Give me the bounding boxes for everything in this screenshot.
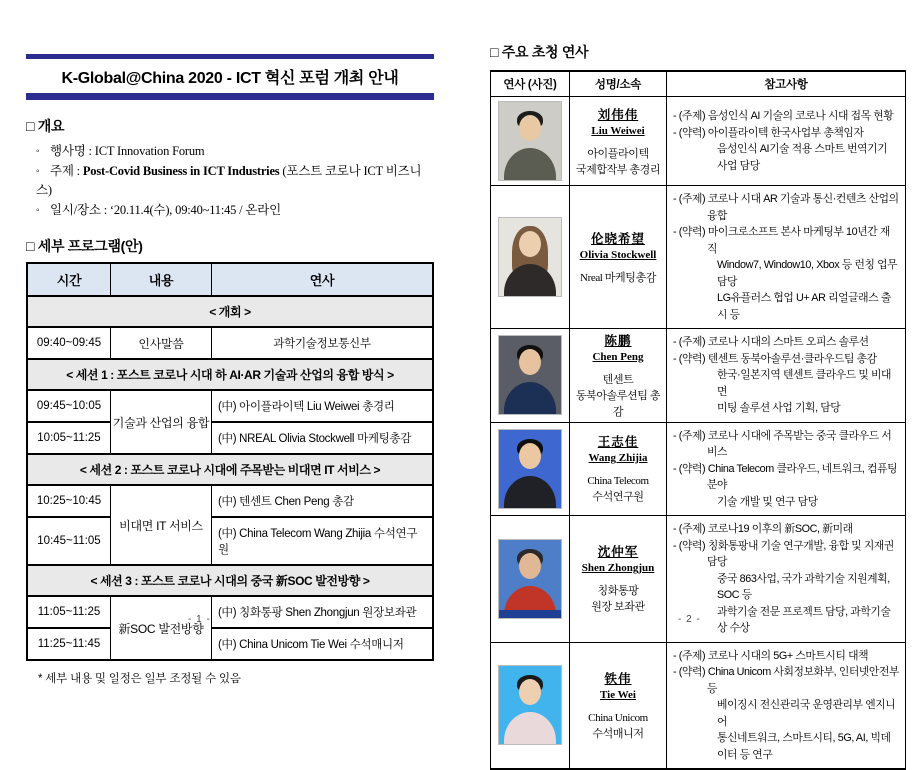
- speaker-photo-cell: [491, 329, 570, 423]
- photo-head: [519, 679, 541, 705]
- speaker-note-line: - (약력) 텐센트 동북아솔루션·클라우드팀 총감: [673, 352, 877, 365]
- speaker-notes-cell: [667, 642, 906, 769]
- speaker-name-en: Shen Zhongjun: [581, 562, 655, 575]
- overview-item-value: (포스트 코로나 ICT 비즈니스): [36, 163, 422, 197]
- speaker-note-line: 중국 863사업, 국가 과학기술 지원계획, SOC 등: [717, 572, 890, 601]
- program-content: 기술과 산업의 융합: [111, 390, 212, 454]
- speaker-photo: [498, 665, 562, 745]
- speaker-name-cell: [570, 516, 667, 643]
- speaker-note-line: LG유플러스 협업 U+ AR 리얼글래스 출시 등: [717, 292, 891, 321]
- overview-item: [36, 201, 434, 221]
- photo-torso: [504, 712, 556, 745]
- speakers-col-notes: 참고사항: [667, 71, 906, 97]
- speakers-table: [490, 70, 906, 770]
- overview-heading: □ 개요: [26, 118, 65, 134]
- page-number-1: - 1 -: [188, 614, 211, 625]
- page-number-2: - 2 -: [678, 614, 701, 625]
- speaker-name-en: Wang Zhijia: [588, 452, 648, 465]
- program-table-body: [27, 296, 433, 660]
- program-row: [27, 517, 433, 565]
- program-row: [27, 327, 433, 359]
- program-speaker: (中) NREAL Olivia Stockwell 마케팅총감: [212, 422, 434, 454]
- program-section-row: [27, 296, 433, 327]
- program-content: 新SOC 발전방향: [111, 596, 212, 660]
- speaker-row: [491, 97, 906, 186]
- program-time: 11:25~11:45: [27, 628, 111, 660]
- speakers-table-head: [491, 71, 906, 97]
- speaker-row: [491, 186, 906, 329]
- program-time: 09:40~09:45: [27, 327, 111, 359]
- overview-item-label: 행사명 :: [50, 144, 95, 158]
- speaker-row: [491, 329, 906, 423]
- overview-item-label: 일시/장소 :: [50, 202, 110, 217]
- program-time: 11:05~11:25: [27, 596, 111, 628]
- speaker-name-cn: 伦晓希望: [590, 231, 645, 246]
- speakers-heading: □ 주요 초청 연사: [490, 44, 589, 60]
- program-section-row: [27, 359, 433, 390]
- speaker-affiliation-line: 텐센트: [602, 373, 634, 386]
- program-table-head: [27, 263, 433, 296]
- program-content: 인사말씀: [111, 327, 212, 359]
- speaker-note-line: - (약력) 칭화통팡내 기술 연구개발, 융합 및 지재권 담당: [673, 539, 894, 568]
- overview-item-value: ‘20.11.4(수), 09:40~11:45 / 온라인: [109, 202, 281, 217]
- speaker-affiliation: [571, 473, 665, 505]
- program-row: [27, 390, 433, 422]
- overview-list: [36, 142, 434, 220]
- speaker-row: [491, 422, 906, 516]
- speakers-col-photo: 연사 (사진): [491, 71, 570, 97]
- bullet-icon: ◦: [36, 146, 40, 157]
- speaker-photo-cell: [491, 422, 570, 516]
- speaker-photo-cell: [491, 642, 570, 769]
- speaker-note-line: 기술 개발 및 연구 담당: [717, 495, 818, 508]
- speaker-name-cn: 沈仲军: [597, 545, 639, 560]
- speaker-note-line: - (주제) 코로나 시대의 스마트 오피스 솔루션: [673, 336, 869, 348]
- speaker-photo-cell: [491, 516, 570, 643]
- program-col-speaker: 연사: [212, 263, 434, 296]
- speaker-photo-cell: [491, 186, 570, 329]
- speakers-col-name: 성명/소속: [570, 71, 667, 97]
- program-table: [26, 262, 434, 661]
- speaker-name-cn: 铁伟: [604, 671, 632, 686]
- speaker-affiliation-line: Nreal 마케팅총감: [580, 271, 656, 284]
- speakers-header-row: [491, 71, 906, 97]
- bullet-icon: ◦: [36, 165, 40, 177]
- speaker-name-en: Liu Weiwei: [591, 124, 645, 137]
- program-row: [27, 596, 433, 628]
- program-section-row: [27, 454, 433, 485]
- speaker-name-en: Tie Wei: [600, 688, 636, 701]
- overview-item-label: 주제 :: [50, 163, 83, 178]
- speaker-name-cn: 陈鹏: [604, 333, 632, 348]
- speaker-note-line: - (주제) 코로나 시대의 5G+ 스마트시티 대책: [673, 649, 869, 662]
- program-row: [27, 422, 433, 454]
- program-section-label: < 세션 2 : 포스트 코로나 시대에 주목받는 비대면 IT 서비스 >: [27, 454, 433, 485]
- speaker-notes-cell: [667, 329, 906, 423]
- speaker-name-cell: [570, 329, 667, 423]
- program-speaker: (中) 칭화통팡 Shen Zhongjun 원장보좌관: [212, 596, 434, 628]
- speaker-row: [491, 642, 906, 769]
- photo-head: [519, 349, 541, 375]
- program-speaker: 과학기술정보통신부: [212, 327, 434, 359]
- speaker-note-line: Window7, Window10, Xbox 등 런칭 업무 담당: [717, 259, 898, 288]
- speaker-affiliation: [571, 710, 665, 742]
- speaker-affiliation: [571, 146, 665, 178]
- speaker-affiliation-line: 수석매니저: [592, 727, 644, 740]
- speaker-note-line: - (약력) 마이크로소프트 본사 마케팅부 10년간 재직: [673, 226, 890, 255]
- speaker-affiliation-line: 칭화통팡: [597, 585, 639, 598]
- overview-item: [36, 162, 434, 201]
- photo-banner-strip: [499, 610, 561, 618]
- program-time: 09:45~10:05: [27, 390, 111, 422]
- speaker-affiliation-line: 아이플라이텍: [587, 147, 649, 160]
- speaker-note-line: - (약력) China Unicom 사회정보화부, 인터넷안전부 등: [673, 666, 900, 695]
- overview-item-value-bold: Post-Covid Business in ICT Industries: [82, 163, 280, 178]
- program-speaker: (中) 텐센트 Chen Peng 총감: [212, 485, 434, 517]
- photo-torso: [504, 148, 556, 181]
- program-section-label: < 세션 3 : 포스트 코로나 시대의 중국 新SOC 발전방향 >: [27, 565, 433, 596]
- speaker-note-line: - (주제) 음성인식 AI 기술의 코로나 시대 접목 현황: [673, 110, 894, 122]
- speaker-affiliation: [571, 270, 665, 286]
- document-title: K-Global@China 2020 - ICT 혁신 포럼 개최 안내: [61, 70, 399, 87]
- speaker-name-en: Olivia Stockwell: [579, 248, 657, 261]
- photo-head: [519, 231, 541, 257]
- speaker-photo: [498, 217, 562, 297]
- speaker-affiliation: [571, 583, 665, 615]
- speaker-name-cell: [570, 186, 667, 329]
- photo-torso: [504, 476, 556, 509]
- speaker-name-cell: [570, 97, 667, 186]
- speaker-name-cell: [570, 422, 667, 516]
- speakers-table-body: [491, 97, 906, 770]
- program-col-time: 시간: [27, 263, 111, 296]
- program-section-row: [27, 565, 433, 596]
- photo-torso: [504, 382, 556, 415]
- program-time: 10:05~11:25: [27, 422, 111, 454]
- speaker-name-cn: 刘伟伟: [597, 107, 639, 122]
- photo-head: [519, 553, 541, 579]
- program-section-label: < 개회 >: [27, 296, 433, 327]
- speaker-note-line: 미팅 솔루션 사업 기획, 담당: [717, 402, 841, 414]
- speaker-note-line: - (약력) China Telecom 클라우드, 네트워크, 컴퓨팅 분야: [673, 462, 898, 491]
- speaker-affiliation: [571, 372, 665, 420]
- speaker-note-line: 통신네트워크, 스마트시티, 5G, AI, 빅데이터 등 연구: [717, 732, 891, 761]
- speaker-affiliation-line: China Unicom: [588, 711, 648, 724]
- speaker-affiliation-line: 동북아솔루션팀 총감: [575, 389, 661, 418]
- speaker-affiliation-line: China Telecom: [587, 475, 649, 488]
- page-1: [26, 54, 434, 686]
- speaker-note-line: 음성인식 AI기술 적용 스마트 번역기기 사업 담당: [717, 143, 888, 172]
- speaker-note-line: - (약력) 아이플라이텍 한국사업부 총책임자: [673, 126, 864, 139]
- speaker-photo: [498, 101, 562, 181]
- speaker-affiliation-line: 수석연구원: [592, 491, 644, 504]
- program-footnote: * 세부 내용 및 일정은 일부 조정될 수 있음: [38, 673, 241, 685]
- overview-item-value: ICT Innovation Forum: [94, 144, 205, 158]
- speaker-note-line: - (주제) 코로나 시대 AR 기술과 통신·컨텐츠 산업의 융합: [673, 193, 899, 222]
- program-row: [27, 628, 433, 660]
- page-2: [490, 38, 906, 770]
- program-col-content: 내용: [111, 263, 212, 296]
- program-speaker: (中) China Telecom Wang Zhijia 수석연구원: [212, 517, 434, 565]
- speaker-photo: [498, 335, 562, 415]
- speaker-affiliation-line: 원장 보좌관: [591, 601, 645, 614]
- speaker-photo: [498, 429, 562, 509]
- speaker-affiliation-line: 국제합작부 총경리: [575, 163, 661, 176]
- overview-item: [36, 142, 434, 162]
- program-speaker: (中) 아이플라이텍 Liu Weiwei 총경리: [212, 390, 434, 422]
- speaker-note-line: 베이징시 전신관리국 운영관리부 엔지니어: [717, 699, 896, 728]
- speaker-notes-cell: [667, 97, 906, 186]
- bullet-icon: ◦: [36, 204, 40, 216]
- speaker-note-line: - (주제) 코로나 시대에 주목받는 중국 클라우드 서비스: [673, 429, 892, 458]
- program-time: 10:25~10:45: [27, 485, 111, 517]
- speaker-name-en: Chen Peng: [592, 350, 644, 363]
- photo-head: [519, 443, 541, 469]
- program-time: 10:45~11:05: [27, 517, 111, 565]
- program-section-label: < 세션 1 : 포스트 코로나 시대 하 AI·AR 기술과 산업의 융합 방식 >: [27, 359, 433, 390]
- speaker-notes-cell: [667, 422, 906, 516]
- speaker-note-line: 한국·일본지역 텐센트 클라우드 및 비대면: [717, 369, 892, 398]
- speaker-note-line: 과학기술 전문 프로젝트 담당, 과학기술상 수상: [717, 605, 891, 634]
- speaker-name-cell: [570, 642, 667, 769]
- program-speaker: (中) China Unicom Tie Wei 수석매니저: [212, 628, 434, 660]
- program-content: 비대면 IT 서비스: [111, 485, 212, 565]
- speaker-notes-cell: [667, 516, 906, 643]
- speaker-notes-cell: [667, 186, 906, 329]
- speaker-note-line: - (주제) 코로나19 이후의 新SOC, 新미래: [673, 523, 853, 535]
- photo-head: [519, 115, 541, 141]
- speaker-name-cn: 王志佳: [597, 435, 639, 450]
- program-row: [27, 485, 433, 517]
- title-banner: [26, 54, 434, 100]
- program-header-row: [27, 263, 433, 296]
- program-heading: □ 세부 프로그램(안): [26, 238, 143, 254]
- speaker-photo: [498, 539, 562, 619]
- speaker-photo-cell: [491, 97, 570, 186]
